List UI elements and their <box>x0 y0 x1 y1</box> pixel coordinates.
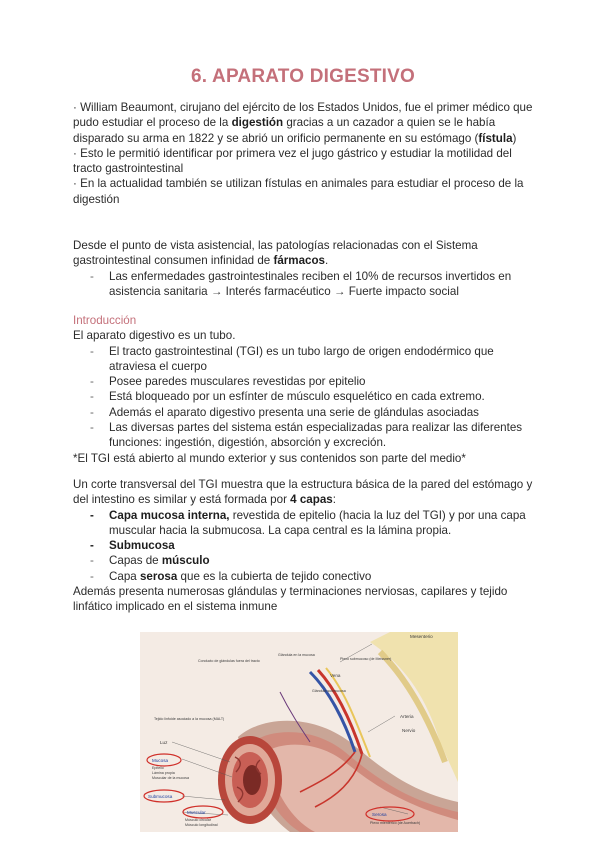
list-item: - Las diversas partes del sistema están especializadas para realizar las diferentes funciones: ingestión, digestión, absorción y excreción. <box>73 420 533 451</box>
intro-paragraph-1 <box>73 100 533 146</box>
bold-term-mucosa: Capa mucosa interna, <box>109 508 230 522</box>
bold-term-farmacos: fármacos <box>273 254 326 268</box>
bold-term-submucosa: Submucosa <box>109 539 175 553</box>
section-heading: Introducción <box>73 314 137 327</box>
list-item: - Además el aparato digestivo presenta una serie de glándulas asociadas <box>73 405 533 420</box>
label-circular: Músculo circular <box>185 818 211 822</box>
asistencial-paragraph <box>73 238 533 269</box>
bold-term-serosa: serosa <box>139 569 178 583</box>
label-muscular-mucosa: Muscular de la mucosa <box>152 776 189 780</box>
bold-term-digestion: digestión <box>231 116 284 130</box>
closing-paragraph: Además presenta numerosas glándulas y terminaciones nerviosas, capilares y tejido linfático implicado en el sistema inmune <box>73 585 508 614</box>
intro-paragraph-2: · Esto le permitió identificar por primera vez el jugo gástrico y estudiar la motilidad del tracto gastrointestinal <box>73 146 512 176</box>
text: Desde el punto de vista asistencial, las patologías relacionadas con el Sistema gastrointestinal consumen infinidad de <box>73 239 478 268</box>
label-tejido-linfoide: Tejido linfoide asociado a la mucosa (MALT) <box>154 717 225 721</box>
page-title: 6. APARATO DIGESTIVO <box>191 66 415 87</box>
intro-paragraph-3: · En la actualidad también se utilizan fístulas en animales para estudiar el proceso de la digestión <box>73 177 524 206</box>
intro-section <box>73 100 533 207</box>
label-nervio: Nervio <box>402 728 416 733</box>
label-conductos: Conducto de glándulas fuera del tracto <box>198 659 260 663</box>
list-item: - El tracto gastrointestinal (TGI) es un tubo largo de origen endodérmico que atraviesa el cuerpo <box>73 344 533 375</box>
label-vena: Vena <box>330 673 341 678</box>
text: que es la cubierta de tejido conectivo <box>177 569 372 583</box>
corte-section <box>73 477 533 615</box>
lumen-shape <box>243 765 261 795</box>
text: Capa <box>109 569 140 583</box>
list-item: - Está bloqueado por un esfínter de músculo esquelético en cada extremo. <box>73 389 533 404</box>
bold-term-musculo: músculo <box>161 554 210 568</box>
label-submucosa: Submucosa <box>148 794 173 799</box>
text: Un corte transversal del TGI muestra que la estructura básica de la pared del estómago y del intestino es similar y está formada por <box>73 478 533 507</box>
text: Capas de <box>109 554 162 568</box>
label-mesenterio: Mesenterio <box>410 634 433 639</box>
text: gracias a un cazador a quien se le había disparado su arma en 1822 y se abrió un orificio permanente en su estómago ( <box>73 116 496 145</box>
text: . <box>325 254 329 268</box>
label-muscular: Muscular <box>187 810 206 815</box>
text: revestida de epitelio (hacia la luz del TGI) y por una capa muscular hacia la submucosa. La capa central es la lámina propia. <box>109 508 526 537</box>
list-item: - Las enfermedades gastrointestinales reciben el 10% de recursos invertidos en asistencia sanitaria → Interés farmacéutico → Fuerte impacto social <box>73 269 533 300</box>
text: · William Beaumont, cirujano del ejército de los Estados Unidos, fue el primer médico que pudo estudiar el proceso de la <box>73 101 533 130</box>
label-arteria: Arteria <box>400 714 414 719</box>
label-luz: Luz <box>160 740 168 745</box>
bold-term-4-capas: 4 capas <box>290 493 333 507</box>
gi-wall-illustration <box>140 632 458 832</box>
label-serosa: Serosa <box>372 812 387 817</box>
label-lamina-propia: Lámina propia <box>152 771 175 775</box>
list-item <box>73 569 533 584</box>
bold-term-fistula: fístula <box>478 131 513 145</box>
list-item <box>73 538 533 553</box>
label-gland-mucosa: Glándula en la mucosa <box>278 653 315 657</box>
asistencial-section <box>73 238 533 299</box>
note-text: *El TGI está abierto al mundo exterior y sus contenidos son parte del medio* <box>73 451 466 465</box>
list-item: - Posee paredes musculares revestidas por epitelio <box>73 374 533 389</box>
lead-text: El aparato digestivo es un tubo. <box>73 329 236 343</box>
introduccion-section <box>73 313 533 466</box>
gi-wall-drawing <box>140 632 458 832</box>
list-item <box>73 553 533 568</box>
corte-paragraph <box>73 477 533 508</box>
label-plexo-submucoso: Plexo submucoso (de Meissner) <box>340 657 392 661</box>
label-mucosa: Mucosa <box>152 758 169 763</box>
label-plexo-mienterico: Plexo mientérico (de Auerbach) <box>370 821 421 825</box>
list-item <box>73 508 533 539</box>
text: : <box>332 493 336 507</box>
label-longitudinal: Músculo longitudinal <box>185 823 218 827</box>
label-glandula-submucosa: Glándula submucosa <box>312 689 346 693</box>
text: ) <box>512 131 517 145</box>
label-epitelio: Epitelio <box>152 766 164 770</box>
